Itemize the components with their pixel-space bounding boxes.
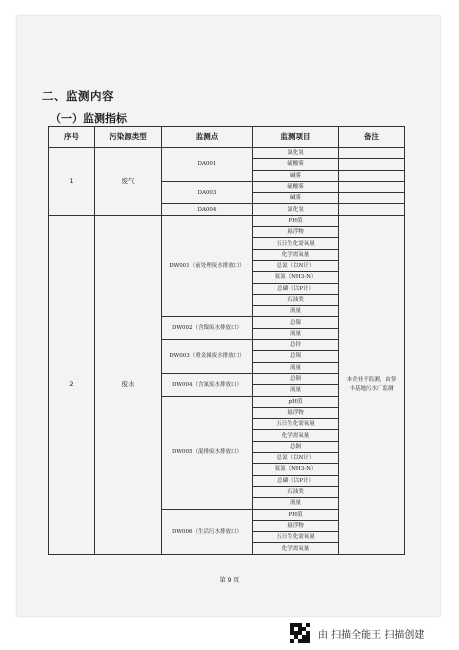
monitoring-item-cell: 石油类 — [253, 486, 339, 497]
header-point: 监测点 — [162, 127, 253, 148]
monitoring-table — [48, 126, 405, 555]
watermark-text: 由 扫描全能王 扫描创建 — [318, 629, 425, 641]
source-type-cell: 废气 — [95, 148, 162, 216]
header-note: 备注 — [339, 127, 405, 148]
note-cell — [339, 181, 405, 192]
monitoring-item-cell: 悬浮物 — [253, 520, 339, 531]
source-type-cell: 废水 — [95, 215, 162, 554]
monitoring-point-cell: DA004 — [162, 204, 253, 215]
monitoring-item-cell: 碱雾 — [253, 170, 339, 181]
table-header-row — [49, 127, 405, 148]
monitoring-point-cell: DW005（混排废水排放口） — [162, 396, 253, 509]
monitoring-item-cell: 总锌 — [253, 340, 339, 351]
monitoring-item-cell: 流量 — [253, 385, 339, 396]
note-cell: 本企业不监测，由蓼丰基地污水厂监测 — [339, 215, 405, 554]
monitoring-item-cell: 碱雾 — [253, 193, 339, 204]
monitoring-item-cell: 氯化氢 — [253, 204, 339, 215]
row-number: 1 — [49, 148, 95, 216]
qr-code-icon — [290, 623, 310, 643]
monitoring-item-cell: 总氮（以N计） — [253, 260, 339, 271]
monitoring-point-cell: DW001（前处理废水排放口） — [162, 215, 253, 317]
monitoring-item-cell: 五日生化需氧量 — [253, 238, 339, 249]
monitoring-item-cell: 总磷（以P计） — [253, 475, 339, 486]
monitoring-item-cell: 化学需氧量 — [253, 249, 339, 260]
monitoring-item-cell: 氯化氢 — [253, 148, 339, 159]
monitoring-item-cell: 总氮（以N计） — [253, 453, 339, 464]
page-number: 第 9 页 — [219, 577, 240, 584]
monitoring-item-cell: 化学需氧量 — [253, 430, 339, 441]
monitoring-item-cell: 五日生化需氧量 — [253, 532, 339, 543]
monitoring-item-cell: 总铜 — [253, 373, 339, 384]
table-row — [49, 148, 405, 159]
monitoring-item-cell: 氨氮（NH3-N） — [253, 272, 339, 283]
note-cell — [339, 193, 405, 204]
header-source-type: 污染源类型 — [95, 127, 162, 148]
monitoring-item-cell: 氨氮（NH3-N） — [253, 464, 339, 475]
monitoring-item-cell: 悬浮物 — [253, 407, 339, 418]
monitoring-item-cell: 五日生化需氧量 — [253, 419, 339, 430]
monitoring-point-cell: DW004（含氰废水排放口） — [162, 373, 253, 396]
monitoring-item-cell: 石油类 — [253, 294, 339, 305]
header-no: 序号 — [49, 127, 95, 148]
note-cell — [339, 204, 405, 215]
scanner-watermark — [290, 622, 424, 644]
monitoring-item-cell: 硫酸雾 — [253, 181, 339, 192]
monitoring-item-cell: 流量 — [253, 498, 339, 509]
subsection-title: （一）监测指标 — [50, 112, 127, 125]
monitoring-item-cell: 流量 — [253, 328, 339, 339]
monitoring-item-cell: PH值 — [253, 509, 339, 520]
row-number: 2 — [49, 215, 95, 554]
monitoring-item-cell: 总铜 — [253, 441, 339, 452]
table-row — [49, 215, 405, 226]
monitoring-point-cell: DA003 — [162, 181, 253, 204]
monitoring-item-cell: 流量 — [253, 362, 339, 373]
monitoring-point-cell: DA001 — [162, 148, 253, 182]
section-title: 二、监测内容 — [42, 89, 114, 103]
monitoring-item-cell: PH值 — [253, 215, 339, 226]
monitoring-item-cell: 总镍 — [253, 317, 339, 328]
monitoring-point-cell: DW003（重金属废水排放口） — [162, 340, 253, 374]
note-cell — [339, 159, 405, 170]
monitoring-item-cell: 悬浮物 — [253, 227, 339, 238]
monitoring-item-cell: 化学需氧量 — [253, 543, 339, 554]
monitoring-point-cell: DW006（生活污水排放口） — [162, 509, 253, 554]
monitoring-item-cell: 总锡 — [253, 351, 339, 362]
note-cell — [339, 148, 405, 159]
monitoring-item-cell: 硫酸雾 — [253, 159, 339, 170]
monitoring-item-cell: 总磷（以P计） — [253, 283, 339, 294]
monitoring-item-cell: pH值 — [253, 396, 339, 407]
monitoring-item-cell: 流量 — [253, 306, 339, 317]
header-item: 监测项目 — [253, 127, 339, 148]
monitoring-point-cell: DW002（含镍废水排放口） — [162, 317, 253, 340]
note-cell — [339, 170, 405, 181]
